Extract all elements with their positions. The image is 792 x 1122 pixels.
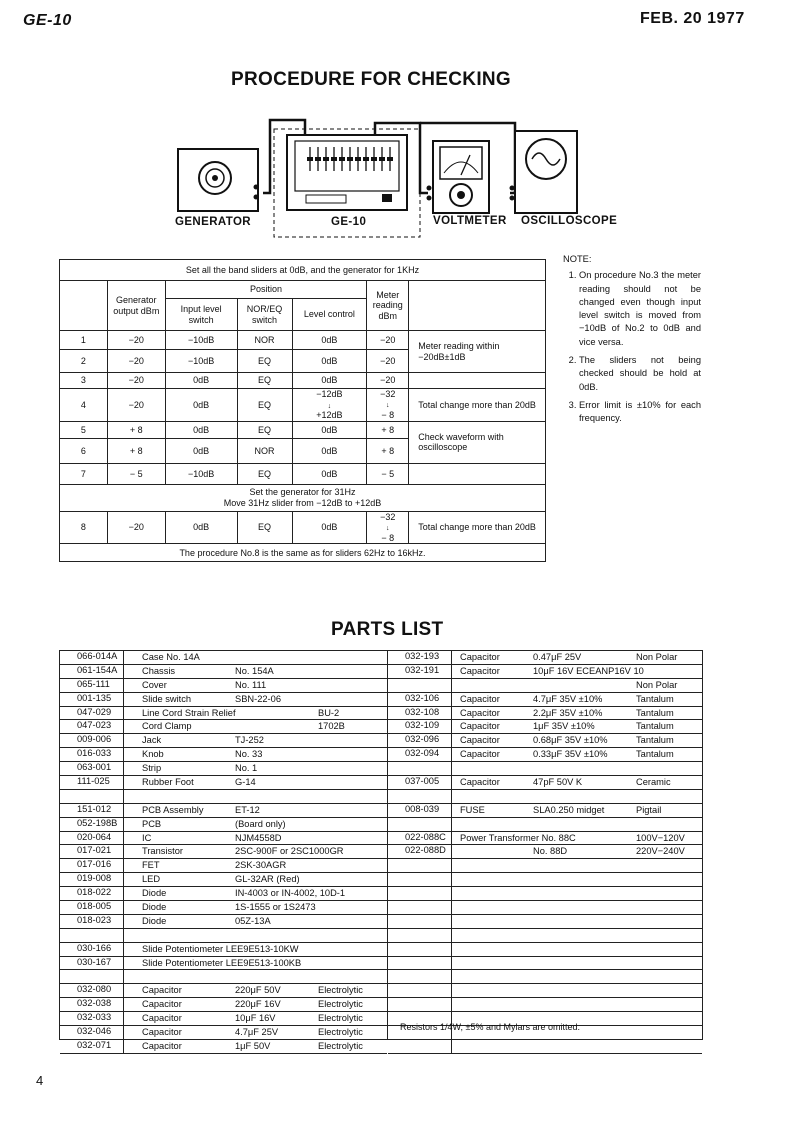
parts-row <box>60 748 387 762</box>
part-code: 017-016 <box>60 859 124 872</box>
part-name: Slide Potentiometer LEE9E513-100KB <box>142 957 302 968</box>
remark-4: Total change more than 20dB <box>409 389 546 422</box>
part-name: Capacitor <box>460 707 500 718</box>
part-code: 001-135 <box>60 693 124 706</box>
part-name: Diode <box>142 915 167 926</box>
part-spec: NJM4558D <box>235 832 282 843</box>
part-code: 063-001 <box>60 762 124 775</box>
part-name: Capacitor <box>460 665 500 676</box>
parts-row <box>60 998 387 1012</box>
part-code: 032-108 <box>388 707 452 720</box>
part-code: 047-023 <box>60 720 124 733</box>
part-type: Non Polar <box>636 652 678 662</box>
part-spec: GL-32AR (Red) <box>235 874 300 885</box>
part-name: IC <box>142 832 152 843</box>
part-name: Capacitor <box>460 652 500 662</box>
parts-row <box>388 915 702 929</box>
parts-row <box>388 845 702 859</box>
parts-row <box>388 901 702 915</box>
part-spec: 0.68μF 35V ±10% <box>533 735 608 746</box>
part-code: 032-033 <box>60 1012 124 1025</box>
part-code: 022-088D <box>388 845 452 858</box>
part-name: Cord Clamp <box>142 721 192 732</box>
part-spec: ET-12 <box>235 804 260 815</box>
part-spec: 47pF 50V K <box>533 777 583 788</box>
part-code: 030-166 <box>60 943 124 956</box>
part-spec: 2SK-30AGR <box>235 860 287 871</box>
nor-header: NOR/EQ switch <box>237 299 292 331</box>
parts-row <box>388 651 702 665</box>
part-type: 1702B <box>318 721 345 732</box>
parts-row <box>60 651 387 665</box>
parts-row <box>388 873 702 887</box>
part-name: LED <box>142 874 161 885</box>
parts-row <box>388 748 702 762</box>
voltmeter-label: VOLTMETER <box>433 215 507 227</box>
part-code <box>388 998 452 1011</box>
part-code <box>388 915 452 928</box>
parts-row <box>60 901 387 915</box>
part-code: 032-080 <box>60 984 124 997</box>
part-name: Diode <box>142 888 167 899</box>
parts-row <box>60 970 387 984</box>
part-code: 151-012 <box>60 804 124 817</box>
row-number-header <box>60 281 108 331</box>
parts-row <box>60 873 387 887</box>
parts-row <box>60 929 387 943</box>
parts-row <box>388 734 702 748</box>
part-code <box>388 943 452 956</box>
part-name: Capacitor <box>460 735 500 746</box>
part-type: 220V−240V <box>636 846 685 857</box>
part-code <box>388 859 452 872</box>
procedure-table <box>59 259 546 562</box>
part-name: FUSE <box>460 804 485 815</box>
part-code: 030-167 <box>60 957 124 970</box>
part-spec: 1μF 35V ±10% <box>533 721 595 732</box>
parts-row <box>388 818 702 832</box>
parts-row <box>388 929 702 943</box>
part-spec: 4.7μF 25V <box>235 1027 279 1038</box>
note-item: 2. The sliders not being checked should be hold at 0dB. <box>579 354 701 394</box>
parts-row <box>388 957 702 971</box>
part-code <box>388 762 452 775</box>
part-code: 032-193 <box>388 651 452 664</box>
part-spec: G-14 <box>235 777 256 788</box>
generator-label: GENERATOR <box>175 216 252 228</box>
part-code: 032-109 <box>388 720 452 733</box>
parts-row <box>60 984 387 998</box>
part-spec: 10μF 16V <box>235 1013 276 1024</box>
parts-row <box>60 1012 387 1026</box>
part-spec: TJ-252 <box>235 735 264 746</box>
parts-row <box>60 845 387 859</box>
parts-row <box>60 1026 387 1040</box>
parts-right-column <box>388 651 702 1039</box>
parts-row <box>60 776 387 790</box>
parts-row <box>60 679 387 693</box>
part-code <box>388 818 452 831</box>
parts-row <box>388 762 702 776</box>
part-name: Power Transformer No. 88C <box>460 832 576 843</box>
part-code <box>388 970 452 983</box>
part-type: Tantalum <box>636 735 674 746</box>
part-code <box>388 887 452 900</box>
part-spec: 10μF 16V ECEANP16V 10 <box>533 665 644 676</box>
parts-title: PARTS LIST <box>331 619 444 640</box>
parts-list-table <box>59 650 703 1051</box>
parts-row <box>60 887 387 901</box>
parts-row <box>388 707 702 721</box>
part-spec: (Board only) <box>235 818 286 829</box>
parts-row <box>60 707 387 721</box>
part-spec: No. 1 <box>235 763 258 774</box>
part-code: 061-154A <box>60 665 124 678</box>
part-code: 022-088C <box>388 832 452 845</box>
remark-5-6: Check waveform with oscilloscope <box>409 421 546 463</box>
parts-row <box>388 1040 702 1054</box>
part-code <box>388 929 452 942</box>
parts-row <box>60 734 387 748</box>
oscilloscope-label: OSCILLOSCOPE <box>521 215 618 227</box>
part-name: Capacitor <box>142 1013 182 1024</box>
remark-8: Total change more than 20dB <box>409 511 546 544</box>
table-row: 2 −20 −10dB EQ 0dB −20 <box>60 350 546 373</box>
part-code <box>388 873 452 886</box>
part-name: PCB <box>142 818 162 829</box>
note-item: 1. On procedure No.3 the meter reading should not be changed even though input level switch is moved from −10dB of No.2 to 0dB and vice versa. <box>579 269 701 349</box>
part-name: Capacitor <box>142 999 182 1010</box>
parts-row <box>388 804 702 818</box>
level-header: Level control <box>292 299 367 331</box>
part-spec: No. 111 <box>235 679 267 690</box>
part-name: Knob <box>142 749 164 760</box>
ge10-label: GE-10 <box>331 216 367 228</box>
part-spec: 1S-1555 or 1S2473 <box>235 902 316 913</box>
parts-row <box>60 665 387 679</box>
parts-row <box>60 957 387 971</box>
part-name: PCB Assembly <box>142 804 204 815</box>
part-name: Chassis <box>142 665 176 676</box>
part-name: Rubber Foot <box>142 777 194 788</box>
part-type: Tantalum <box>636 707 674 718</box>
parts-row <box>60 720 387 734</box>
part-type: Electrolytic <box>318 1040 363 1051</box>
part-code: 009-006 <box>60 734 124 747</box>
remark-header <box>409 281 546 331</box>
part-name: Diode <box>142 902 167 913</box>
part-type: BU-2 <box>318 707 340 718</box>
part-type: Electrolytic <box>318 999 363 1010</box>
part-code: 008-039 <box>388 804 452 817</box>
part-type: Pigtail <box>636 804 662 815</box>
part-type: Tantalum <box>636 693 674 704</box>
parts-row <box>388 790 702 804</box>
table-bottom-note: The procedure No.8 is the same as for sliders 62Hz to 16kHz. <box>60 544 546 562</box>
part-spec: 1μF 50V <box>235 1040 271 1051</box>
notes-block <box>563 253 701 431</box>
part-name: FET <box>142 860 160 871</box>
part-type: Electrolytic <box>318 1013 363 1024</box>
part-code <box>388 790 452 803</box>
table-row: 8 −20 0dB EQ 0dB −32 ↓ − 8 Total change more than 20dB <box>60 511 546 544</box>
parts-row <box>388 832 702 846</box>
part-code: 018-022 <box>60 887 124 900</box>
parts-row <box>60 762 387 776</box>
part-name: Capacitor <box>142 1040 182 1051</box>
part-code: 032-094 <box>388 748 452 761</box>
parts-row <box>60 832 387 846</box>
procedure-title: PROCEDURE FOR CHECKING <box>231 69 512 90</box>
table-row: 5 + 8 0dB EQ 0dB + 8 Check waveform with oscilloscope <box>60 421 546 438</box>
input-header: Input level switch <box>165 299 237 331</box>
parts-left-column <box>60 651 388 1051</box>
part-code: 052-198B <box>60 818 124 831</box>
table-mid-note: Set the generator for 31Hz Move 31Hz slider from −12dB to +12dB <box>60 484 546 511</box>
part-spec: No. 33 <box>235 749 263 760</box>
part-spec: No. 154A <box>235 665 274 676</box>
parts-row <box>388 776 702 790</box>
part-type: 100V−120V <box>636 832 685 843</box>
part-code: 032-191 <box>388 665 452 678</box>
part-name: Strip <box>142 763 162 774</box>
position-header: Position <box>165 281 367 299</box>
table-row: 3 −20 0dB EQ 0dB −20 <box>60 373 546 389</box>
remark-1-2: Meter reading within −20dB±1dB <box>409 331 546 373</box>
part-code <box>388 984 452 997</box>
table-row: 1 −20 −10dB NOR 0dB −20 Meter reading within −20dB±1dB <box>60 331 546 350</box>
part-name: Jack <box>142 735 162 746</box>
part-code: 111-025 <box>60 776 124 789</box>
part-type: Electrolytic <box>318 985 363 996</box>
model-label: GE-10 <box>23 12 72 29</box>
part-code: 018-023 <box>60 915 124 928</box>
part-code: 032-038 <box>60 998 124 1011</box>
part-type: Electrolytic <box>318 1027 363 1038</box>
part-spec: SBN-22-06 <box>235 693 281 704</box>
table-top-note: Set all the band sliders at 0dB, and the generator for 1KHz <box>60 260 546 281</box>
part-code <box>60 790 124 803</box>
date-label: FEB. 20 1977 <box>640 10 745 27</box>
part-code <box>388 901 452 914</box>
table-row: 7 − 5 −10dB EQ 0dB − 5 <box>60 463 546 484</box>
part-code: 018-005 <box>60 901 124 914</box>
part-name: Transistor <box>142 846 183 857</box>
part-name: Capacitor <box>460 749 500 760</box>
part-name: Case No. 14A <box>142 652 200 662</box>
part-spec: 05Z-13A <box>235 915 271 926</box>
parts-row <box>388 720 702 734</box>
part-code <box>388 1040 452 1053</box>
part-name: Cover <box>142 679 167 690</box>
part-spec: 0.47μF 25V <box>533 652 582 662</box>
parts-row <box>388 984 702 998</box>
oscilloscope-device <box>510 131 578 213</box>
parts-row <box>60 804 387 818</box>
part-code: 047-029 <box>60 707 124 720</box>
part-spec: 220μF 16V <box>235 999 281 1010</box>
part-type: Ceramic <box>636 777 671 788</box>
parts-row <box>60 915 387 929</box>
part-code <box>388 957 452 970</box>
table-row: 6 + 8 0dB NOR 0dB + 8 <box>60 438 546 463</box>
parts-row <box>60 818 387 832</box>
notes-title: NOTE: <box>563 254 592 264</box>
table-row: 4 −20 0dB EQ −12dB ↓ +12dB −32 ↓ − 8 Total change more than 20dB <box>60 389 546 422</box>
ge10-device <box>287 135 407 210</box>
part-spec: 4.7μF 35V ±10% <box>533 693 603 704</box>
part-spec: No. 88D <box>533 846 568 857</box>
voltmeter-device <box>427 141 490 213</box>
part-spec: 2.2μF 35V ±10% <box>533 707 603 718</box>
parts-row <box>388 943 702 957</box>
part-name: Slide Potentiometer LEE9E513-10KW <box>142 943 299 954</box>
meter-header: Meter reading dBm <box>367 281 409 331</box>
note-item: 3. Error limit is ±10% for each frequency. <box>579 399 701 426</box>
part-code <box>60 970 124 983</box>
parts-row <box>388 859 702 873</box>
part-name: Capacitor <box>460 721 500 732</box>
parts-row <box>388 665 702 679</box>
parts-row <box>388 887 702 901</box>
generator-header: Generator output dBm <box>107 281 165 331</box>
part-type: Tantalum <box>636 749 674 760</box>
part-name: Line Cord Strain Relief <box>142 707 236 718</box>
part-code: 016-033 <box>60 748 124 761</box>
part-spec: IN-4003 or IN-4002, 10D-1 <box>235 888 346 899</box>
part-code: 037-005 <box>388 776 452 789</box>
part-spec: SLA0.250 midget <box>533 804 605 815</box>
part-code: 032-096 <box>388 734 452 747</box>
parts-row <box>388 693 702 707</box>
part-name: Capacitor <box>142 985 182 996</box>
part-spec: 2SC-900F or 2SC1000GR <box>235 846 344 857</box>
parts-row <box>388 679 702 693</box>
parts-row <box>60 859 387 873</box>
part-spec: 0.33μF 35V ±10% <box>533 749 608 760</box>
part-code: 032-106 <box>388 693 452 706</box>
part-type: Non Polar <box>636 679 678 690</box>
generator-device <box>178 149 259 211</box>
part-code <box>60 929 124 942</box>
part-code: 017-021 <box>60 845 124 858</box>
part-spec: 220μF 50V <box>235 985 281 996</box>
part-code: 020-064 <box>60 832 124 845</box>
parts-row <box>60 1040 387 1054</box>
parts-footnote: Resistors 1/4W, ±5% and Mylars are omitted. <box>400 1022 581 1032</box>
parts-row <box>60 790 387 804</box>
part-code <box>388 679 452 692</box>
part-name: Capacitor <box>142 1027 182 1038</box>
page-number: 4 <box>36 1073 44 1088</box>
part-name: Capacitor <box>460 693 500 704</box>
part-name: Capacitor <box>460 777 500 788</box>
parts-row <box>388 970 702 984</box>
part-code: 066-014A <box>60 651 124 664</box>
parts-row <box>60 693 387 707</box>
part-code: 032-071 <box>60 1040 124 1053</box>
part-code: 032-046 <box>60 1026 124 1039</box>
parts-row <box>60 943 387 957</box>
part-code: 065-111 <box>60 679 124 692</box>
part-code: 019-008 <box>60 873 124 886</box>
part-type: Tantalum <box>636 721 674 732</box>
parts-row <box>388 998 702 1012</box>
part-name: Slide switch <box>142 693 192 704</box>
